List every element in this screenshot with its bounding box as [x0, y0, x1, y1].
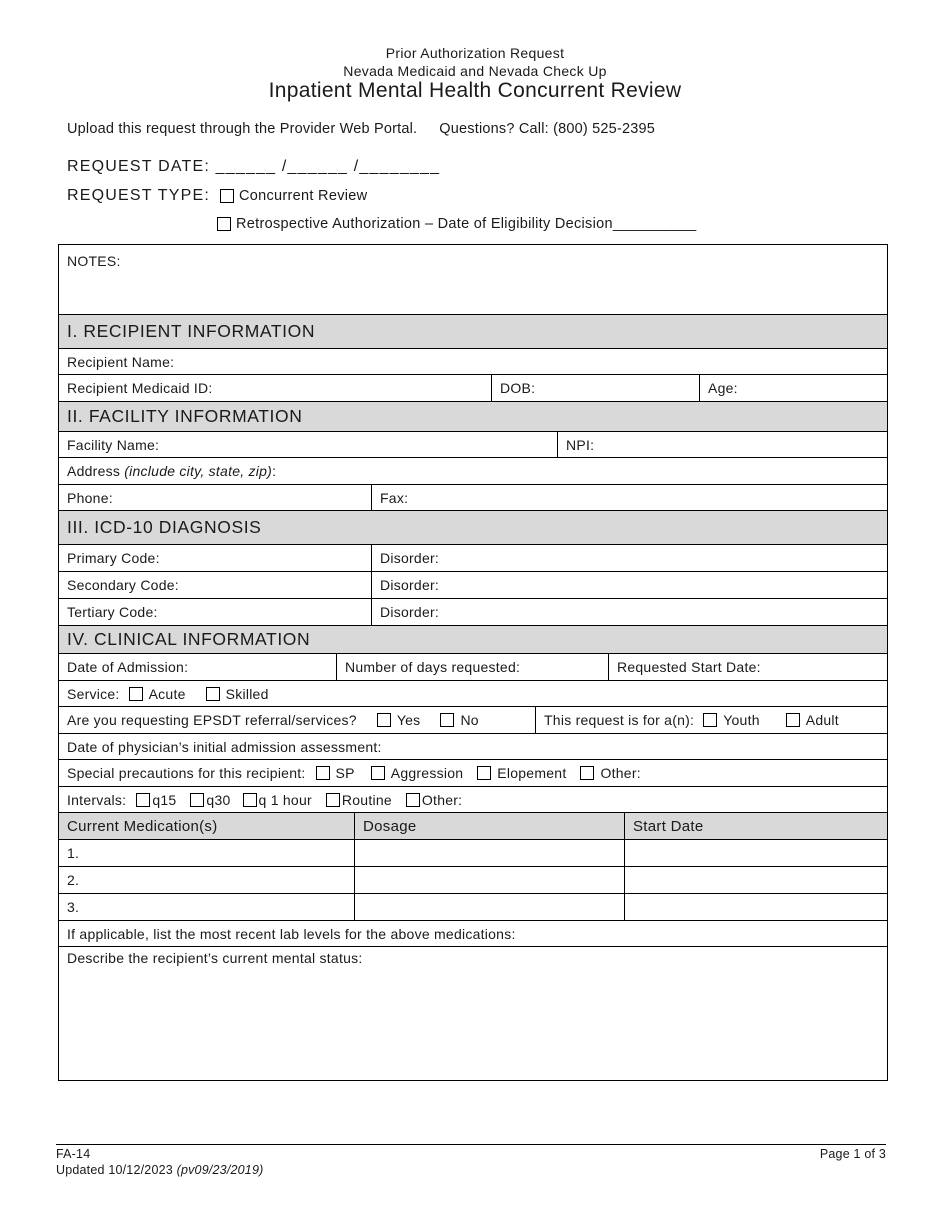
other-interval-option[interactable]	[406, 792, 462, 808]
aggression-option[interactable]	[371, 765, 464, 781]
secondary-disorder-field[interactable]: Disorder:	[371, 572, 887, 598]
address-colon: :	[272, 463, 277, 479]
aggression-checkbox[interactable]	[371, 766, 385, 780]
dosage-field[interactable]	[354, 867, 624, 893]
medication-row	[59, 867, 887, 894]
acute-option[interactable]	[129, 686, 186, 702]
secondary-diagnosis-row	[59, 572, 887, 599]
section-facility-information	[59, 402, 887, 432]
epsdt-row	[59, 707, 887, 734]
physician-assessment-row[interactable]	[59, 734, 887, 760]
dosage-field[interactable]	[354, 894, 624, 920]
lab-levels-field[interactable]: If applicable, list the most recent lab levels for the above medications:	[67, 925, 516, 942]
intervals-label: Intervals:	[67, 791, 127, 808]
form-code: FA-14	[56, 1147, 91, 1161]
primary-disorder-field[interactable]: Disorder:	[371, 545, 887, 571]
start-date-field[interactable]	[624, 867, 887, 893]
routine-checkbox[interactable]	[326, 793, 340, 807]
other-label: Other:	[600, 765, 641, 781]
q30-checkbox[interactable]	[190, 793, 204, 807]
notes-row[interactable]	[59, 245, 887, 315]
concurrent-review-option[interactable]	[220, 188, 367, 204]
recipient-medicaid-id-field[interactable]: Recipient Medicaid ID:	[67, 380, 213, 396]
section-icd10-diagnosis	[59, 511, 887, 545]
page-number: Page 1 of 3	[819, 1147, 886, 1161]
secondary-code-field[interactable]: Secondary Code:	[67, 577, 179, 593]
adult-option[interactable]	[786, 712, 839, 728]
dosage-field[interactable]	[354, 840, 624, 866]
medication-row	[59, 840, 887, 867]
notes-label: NOTES:	[67, 253, 121, 269]
request-type-label: REQUEST TYPE:	[67, 187, 211, 204]
mental-status-field[interactable]: Describe the recipient’s current mental status:	[67, 950, 363, 966]
start-date-field[interactable]	[624, 840, 887, 866]
sp-checkbox[interactable]	[316, 766, 330, 780]
epsdt-no-option[interactable]	[440, 712, 478, 728]
epsdt-no-checkbox[interactable]	[440, 713, 454, 727]
address-row[interactable]	[59, 458, 887, 485]
updated-text: Updated 10/12/2023	[56, 1163, 177, 1177]
service-field	[59, 681, 887, 706]
q15-checkbox[interactable]	[136, 793, 150, 807]
facility-name-field[interactable]: Facility Name:	[67, 436, 160, 453]
recipient-name-field[interactable]: Recipient Name:	[67, 353, 175, 370]
epsdt-field	[59, 707, 535, 733]
service-row	[59, 681, 887, 707]
admission-row	[59, 654, 887, 681]
other-interval-label: Other:	[421, 791, 463, 808]
sp-option[interactable]	[316, 765, 355, 781]
section-clinical-information	[59, 626, 887, 654]
no-label: No	[460, 712, 479, 728]
npi-field[interactable]: NPI:	[557, 432, 887, 457]
section-title: IV. CLINICAL INFORMATION	[67, 629, 311, 649]
youth-checkbox[interactable]	[703, 713, 717, 727]
mental-status-row[interactable]	[59, 947, 887, 1080]
routine-label: Routine	[341, 791, 392, 808]
days-requested-field[interactable]: Number of days requested:	[336, 654, 608, 680]
skilled-option[interactable]	[206, 686, 269, 702]
adult-checkbox[interactable]	[786, 713, 800, 727]
other-precaution-checkbox[interactable]	[580, 766, 594, 780]
section-title: II. FACILITY INFORMATION	[67, 406, 303, 426]
questions-phone: Questions? Call: (800) 525-2395	[439, 121, 656, 137]
other-precaution-option[interactable]	[580, 765, 640, 781]
q1hour-option[interactable]	[243, 792, 312, 808]
q15-option[interactable]	[136, 792, 176, 808]
primary-diagnosis-row	[59, 545, 887, 572]
section-title: III. ICD-10 DIAGNOSIS	[67, 517, 262, 537]
address-note: (include city, state, zip)	[124, 463, 273, 479]
request-date-field[interactable]: REQUEST DATE: ______ /______ /________	[67, 158, 441, 175]
medication-column-header: Current Medication(s)	[67, 817, 218, 835]
form-title: Inpatient Mental Health Concurrent Review	[268, 79, 682, 102]
dob-field[interactable]: DOB:	[491, 375, 699, 401]
medication-header-row	[59, 813, 887, 840]
previous-version: (pv09/23/2019)	[176, 1163, 264, 1177]
request-for-label: This request is for a(n):	[544, 712, 695, 728]
upload-instructions	[67, 121, 655, 137]
epsdt-yes-option[interactable]	[377, 712, 421, 728]
adult-label: Adult	[805, 712, 839, 728]
requested-start-date-field[interactable]: Requested Start Date:	[608, 654, 887, 680]
section-recipient-information	[59, 315, 887, 349]
physician-assessment-date-field[interactable]: Date of physician’s initial admission assessment:	[67, 738, 382, 755]
medication-field[interactable]: 3.	[67, 899, 80, 915]
address-field[interactable]	[59, 458, 887, 484]
precautions-row	[59, 760, 887, 787]
aggression-label: Aggression	[390, 765, 464, 781]
acute-label: Acute	[148, 685, 186, 702]
precautions-label: Special precautions for this recipient:	[67, 765, 306, 781]
medication-field[interactable]: 1.	[67, 845, 80, 861]
epsdt-yes-checkbox[interactable]	[377, 713, 391, 727]
dosage-column-header: Dosage	[354, 813, 624, 839]
section-title: I. RECIPIENT INFORMATION	[67, 321, 316, 341]
intervals-field	[59, 787, 887, 812]
recipient-name-row[interactable]	[59, 349, 887, 375]
q1hour-label: q 1 hour	[258, 791, 312, 808]
q15-label: q15	[152, 791, 177, 808]
youth-label: Youth	[723, 712, 760, 728]
facility-name-row	[59, 432, 887, 458]
updated-date	[56, 1163, 263, 1177]
form-subtitle-1: Prior Authorization Request	[385, 45, 565, 61]
sp-label: SP	[335, 765, 355, 781]
concurrent-review-checkbox[interactable]	[220, 189, 234, 203]
epsdt-label: Are you requesting EPSDT referral/services?	[67, 712, 357, 728]
precautions-field	[59, 760, 887, 786]
tertiary-disorder-field[interactable]: Disorder:	[371, 599, 887, 625]
q30-label: q30	[206, 791, 231, 808]
start-date-field[interactable]	[624, 894, 887, 920]
age-field[interactable]: Age:	[699, 375, 887, 401]
yes-label: Yes	[396, 712, 421, 728]
phone-field[interactable]: Phone:	[67, 489, 113, 506]
medication-row	[59, 894, 887, 921]
retrospective-checkbox[interactable]	[217, 217, 231, 231]
request-for-field	[535, 707, 887, 733]
q30-option[interactable]	[190, 792, 230, 808]
fax-field[interactable]: Fax:	[371, 485, 887, 510]
elopement-option[interactable]	[477, 765, 566, 781]
authorization-form	[58, 244, 888, 1081]
skilled-checkbox[interactable]	[206, 687, 220, 701]
service-label: Service:	[67, 685, 120, 702]
retrospective-label: Retrospective Authorization – Date of Eligibility Decision__________	[236, 216, 697, 232]
routine-option[interactable]	[326, 792, 392, 808]
start-date-column-header: Start Date	[624, 813, 887, 839]
q1hour-checkbox[interactable]	[243, 793, 257, 807]
upload-text: Upload this request through the Provider Web Portal.	[67, 121, 418, 137]
retrospective-option[interactable]	[217, 216, 697, 232]
address-label: Address	[67, 463, 121, 479]
admission-date-field[interactable]: Date of Admission:	[67, 659, 189, 675]
footer-divider	[56, 1144, 886, 1145]
medication-field[interactable]: 2.	[67, 872, 80, 888]
other-interval-checkbox[interactable]	[406, 793, 420, 807]
elopement-label: Elopement	[497, 765, 567, 781]
primary-code-field[interactable]: Primary Code:	[67, 550, 160, 566]
concurrent-review-label: Concurrent Review	[239, 188, 368, 204]
phone-fax-row	[59, 485, 887, 511]
tertiary-diagnosis-row	[59, 599, 887, 626]
form-subtitle-2: Nevada Medicaid and Nevada Check Up	[343, 63, 607, 79]
recipient-id-row	[59, 375, 887, 402]
skilled-label: Skilled	[225, 685, 269, 702]
tertiary-code-field[interactable]: Tertiary Code:	[67, 604, 158, 620]
youth-option[interactable]	[703, 712, 760, 728]
intervals-row	[59, 787, 887, 813]
acute-checkbox[interactable]	[129, 687, 143, 701]
elopement-checkbox[interactable]	[477, 766, 491, 780]
lab-levels-row[interactable]	[59, 921, 887, 947]
